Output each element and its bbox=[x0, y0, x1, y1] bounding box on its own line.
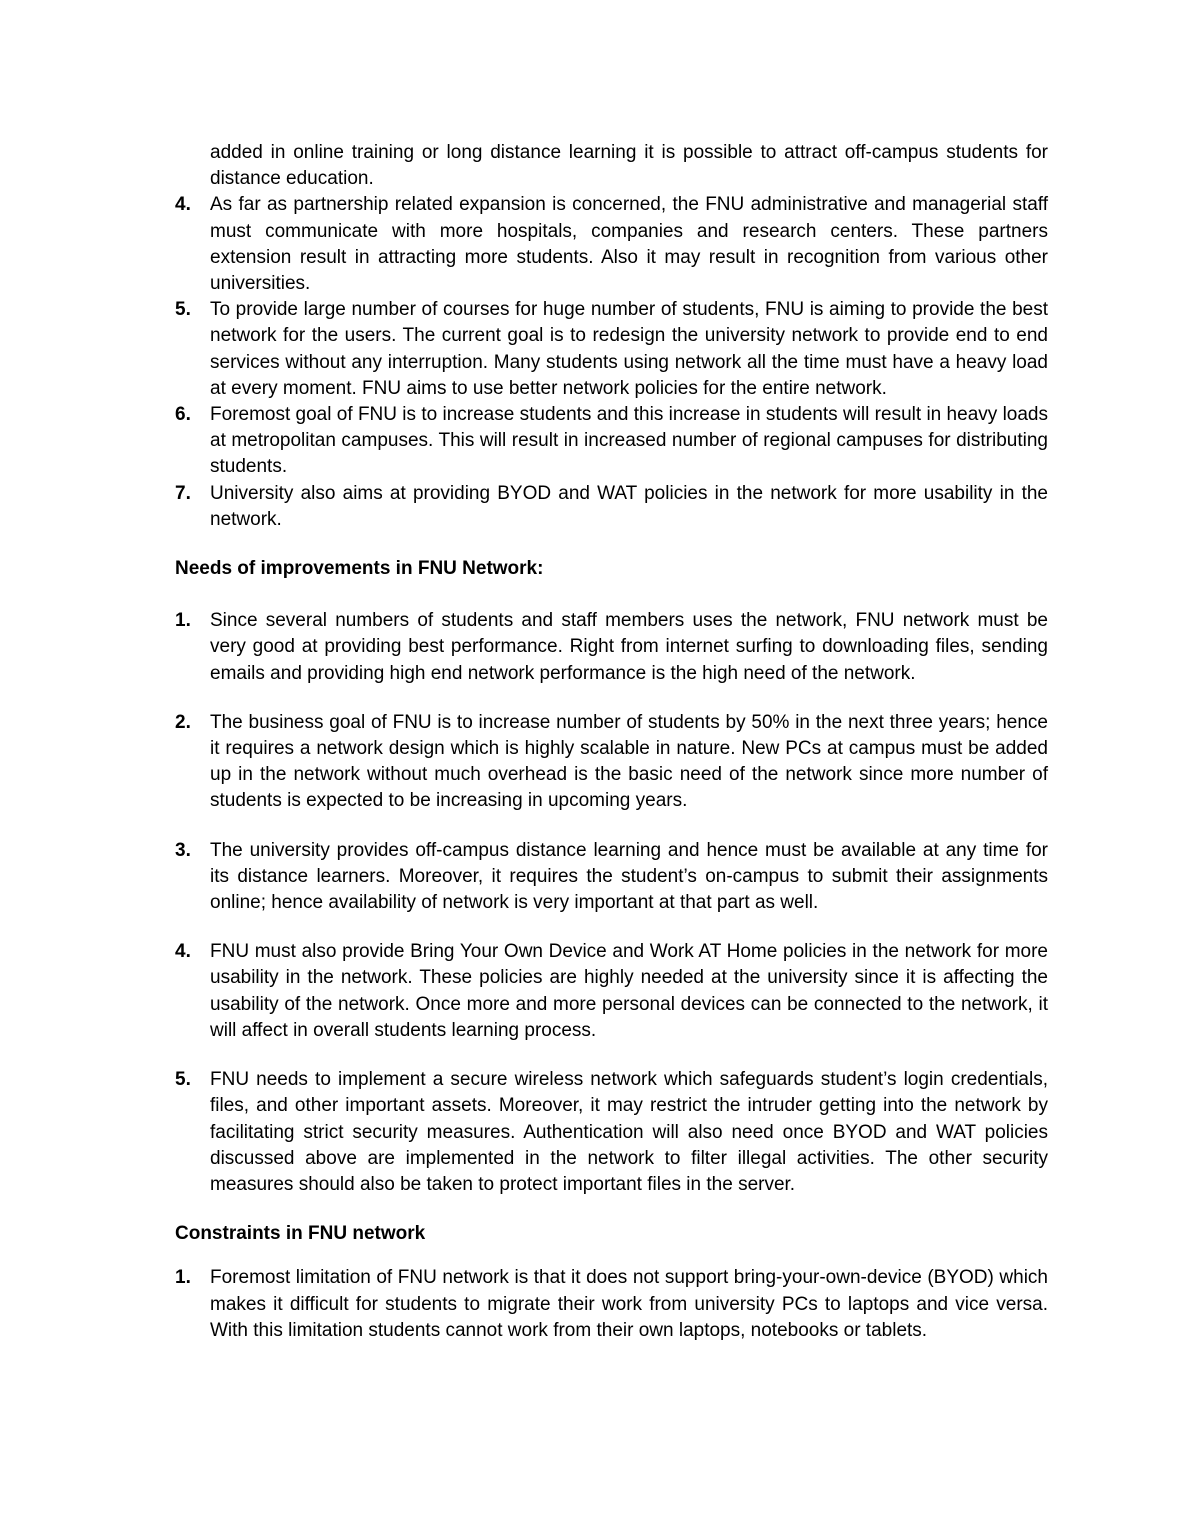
item-text: To provide large number of courses for huge number of students, FNU is aiming to provide the best network for the users. The current goal is to redesign the university network to provide end to end services without any interruption. Many students using network all the time must have a heavy load at every moment. FNU aims to use better network policies for the entire network. bbox=[210, 299, 1048, 399]
list-item bbox=[175, 297, 1048, 402]
item-number: 3. bbox=[175, 839, 191, 861]
item-number: 1. bbox=[175, 1267, 191, 1289]
item-text: Since several numbers of students and staff members uses the network, FNU network must be very good at providing best performance. Right from internet surfing to downloading files, sending emails and providing high end network performance is the high need of the network. bbox=[210, 610, 1048, 684]
list-item bbox=[175, 1067, 1048, 1198]
item-number: 6. bbox=[175, 404, 191, 426]
list-item bbox=[175, 402, 1048, 481]
item-text: As far as partnership related expansion is concerned, the FNU administrative and managerial staff must communicate with more hospitals, companies and research centers. These partners extension result in attracting more students. Also it may result in recognition from various other universities. bbox=[210, 194, 1048, 295]
item-text: The university provides off-campus distance learning and hence must be available at any time for its distance learners. Moreover, it requires the student’s on-campus to submit their assignments online; hence availability of network is very important at that part as well. bbox=[210, 839, 1048, 914]
item-text: The business goal of FNU is to increase number of students by 50% in the next three years; hence it requires a network design which is highly scalable in nature. New PCs at campus must be added up in the network without much overhead is the basic need of the network since more number of students is expected to be increasing in upcoming years. bbox=[210, 711, 1048, 812]
item-number: 5. bbox=[175, 1069, 191, 1091]
item-number: 4. bbox=[175, 941, 191, 963]
item-number: 7. bbox=[175, 482, 191, 504]
item-number: 4. bbox=[175, 194, 191, 216]
item-text: Foremost goal of FNU is to increase students and this increase in students will result in heavy loads at metropolitan campuses. This will result in increased number of regional campuses for distributing students. bbox=[210, 404, 1048, 478]
needs-list bbox=[175, 608, 1048, 1198]
item-text: FNU must also provide Bring Your Own Device and Work AT Home policies in the network for more usability in the network. These policies are highly needed at the university since it is affecting the usability of the network. Once more and more personal devices can be connected to the network, it will affect in overall students learning process. bbox=[210, 941, 1048, 1041]
constraints-list bbox=[175, 1265, 1048, 1344]
list-item bbox=[175, 608, 1048, 687]
list-item bbox=[175, 192, 1048, 297]
list-item bbox=[175, 1265, 1048, 1344]
list-item bbox=[175, 710, 1048, 815]
continued-paragraph: added in online training or long distance learning it is possible to attract off-campus students for distance education. bbox=[210, 142, 1048, 190]
list-item bbox=[175, 481, 1048, 533]
item-text: Foremost limitation of FNU network is that it does not support bring-your-own-device (BYOD) which makes it difficult for students to migrate their work from university PCs to laptops and vice versa. With this limitation students cannot work from their own laptops, notebooks or tablets. bbox=[210, 1267, 1048, 1341]
item-number: 2. bbox=[175, 711, 191, 733]
item-number: 1. bbox=[175, 610, 191, 632]
needs-heading: Needs of improvements in FNU Network: bbox=[175, 558, 544, 580]
list-item bbox=[175, 838, 1048, 917]
page-body bbox=[175, 140, 1048, 1344]
constraints-heading: Constraints in FNU network bbox=[175, 1223, 426, 1245]
item-number: 5. bbox=[175, 299, 191, 321]
goals-list bbox=[175, 192, 1048, 533]
list-item bbox=[175, 939, 1048, 1044]
item-text: FNU needs to implement a secure wireless network which safeguards student’s login credentials, files, and other important assets. Moreover, it may restrict the intruder getting into the network by facilitating strict security measures. Authentication will also need once BYOD and WAT policies discussed above are implemented in the network to filter illegal activities. The other security measures should also be taken to protect important files in the server. bbox=[210, 1069, 1048, 1195]
item-text: University also aims at providing BYOD and WAT policies in the network for more usability in the network. bbox=[210, 482, 1048, 530]
